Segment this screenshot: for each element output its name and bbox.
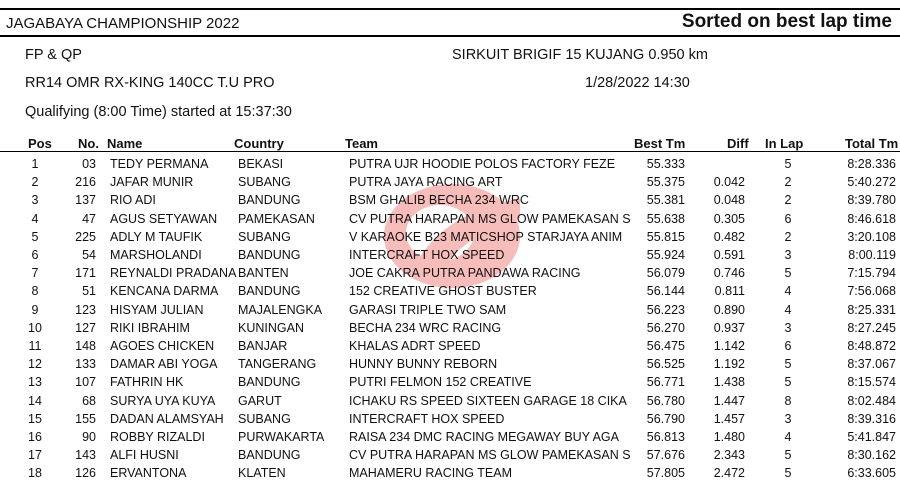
- column-header-pos: Pos: [28, 136, 52, 151]
- best-time-cell: 55.638: [646, 211, 685, 226]
- diff-cell: 0.746: [713, 266, 745, 281]
- column-header-team: Team: [345, 136, 378, 151]
- session-label: FP & QP: [25, 47, 82, 63]
- rider-name-cell: DAMAR ABI YOGA: [110, 357, 218, 372]
- total-time-cell: 8:25.331: [847, 302, 896, 317]
- qualifying-info: Qualifying (8:00 Time) started at 15:37:30: [25, 104, 292, 120]
- diff-cell: 0.482: [713, 229, 745, 244]
- rider-number-cell: 107: [75, 375, 96, 390]
- rider-name-cell: RIKI IBRAHIM: [110, 320, 190, 335]
- rider-number-cell: 123: [75, 302, 96, 317]
- country-cell: KLATEN: [238, 466, 286, 481]
- column-header-diff: Diff: [727, 136, 749, 151]
- position-cell: 10: [28, 320, 42, 335]
- position-cell: 18: [28, 466, 42, 481]
- rider-number-cell: 68: [82, 393, 96, 408]
- team-cell: PUTRI FELMON 152 CREATIVE: [349, 375, 532, 390]
- header-band-rule: [0, 35, 900, 37]
- rider-number-cell: 143: [75, 448, 96, 463]
- table-row: [0, 264, 900, 282]
- rider-name-cell: MARSHOLANDI: [110, 248, 202, 262]
- total-time-cell: 8:39.780: [847, 193, 896, 208]
- diff-cell: 1.438: [713, 375, 745, 390]
- country-cell: MAJALENGKA: [238, 302, 323, 317]
- team-cell: CV PUTRA HARAPAN MS GLOW PAMEKASAN S: [349, 211, 631, 226]
- best-time-cell: 56.525: [646, 357, 685, 372]
- rider-name-cell: JAFAR MUNIR: [110, 175, 194, 190]
- table-row: [0, 428, 900, 446]
- table-row: [0, 319, 900, 337]
- country-cell: GARUT: [238, 393, 282, 408]
- position-cell: 16: [28, 430, 42, 444]
- diff-cell: 1.142: [713, 339, 745, 353]
- team-cell: INTERCRAFT HOX SPEED: [349, 411, 505, 426]
- diff-cell: 1.457: [713, 411, 745, 426]
- position-cell: 8: [31, 284, 39, 299]
- table-header-rule: [0, 151, 900, 152]
- total-time-cell: 8:27.245: [847, 320, 896, 335]
- total-time-cell: 8:28.336: [847, 157, 896, 171]
- country-cell: BANDUNG: [238, 375, 301, 390]
- in-lap-cell: 5: [784, 375, 792, 390]
- in-lap-cell: 6: [784, 211, 792, 226]
- best-time-cell: 55.333: [646, 157, 685, 171]
- diff-cell: 0.811: [714, 284, 745, 299]
- rider-name-cell: AGOES CHICKEN: [110, 339, 215, 353]
- position-cell: 9: [31, 302, 39, 317]
- rider-name-cell: ERVANTONA: [110, 466, 187, 481]
- best-time-cell: 55.924: [646, 248, 685, 262]
- total-time-cell: 8:02.484: [847, 393, 896, 408]
- table-row: [0, 173, 900, 191]
- best-time-cell: 56.223: [646, 302, 685, 317]
- table-row: [0, 410, 900, 428]
- country-cell: BANDUNG: [238, 248, 301, 262]
- total-time-cell: 8:37.067: [847, 357, 896, 372]
- table-row: [0, 446, 900, 464]
- country-cell: BEKASI: [238, 157, 284, 171]
- table-row: [0, 246, 900, 264]
- column-header-inlap: In Lap: [765, 136, 804, 151]
- rider-number-cell: 171: [75, 266, 96, 281]
- rider-number-cell: 133: [75, 357, 96, 372]
- team-cell: JOE CAKRA PUTRA PANDAWA RACING: [349, 266, 581, 281]
- best-time-cell: 56.270: [646, 320, 685, 335]
- column-header-total: Total Tm: [845, 136, 899, 151]
- country-cell: SUBANG: [238, 175, 291, 190]
- in-lap-cell: 5: [784, 448, 792, 463]
- position-cell: 13: [28, 375, 42, 390]
- column-header-country: Country: [234, 136, 284, 151]
- rider-name-cell: AGUS SETYAWAN: [110, 211, 218, 226]
- diff-cell: 0.890: [713, 302, 745, 317]
- best-time-cell: 56.771: [646, 375, 685, 390]
- diff-cell: 0.305: [713, 211, 745, 226]
- column-header-best: Best Tm: [634, 136, 686, 151]
- column-header-no: No.: [78, 136, 99, 151]
- circuit-label: SIRKUIT BRIGIF 15 KUJANG 0.950 km: [452, 47, 708, 63]
- in-lap-cell: 4: [784, 430, 792, 444]
- total-time-cell: 7:15.794: [847, 266, 896, 281]
- position-cell: 6: [31, 248, 39, 262]
- team-cell: BSM GHALIB BECHA 234 WRC: [349, 193, 529, 208]
- in-lap-cell: 5: [784, 466, 792, 481]
- total-time-cell: 8:48.872: [847, 339, 896, 353]
- team-cell: RAISA 234 DMC RACING MEGAWAY BUY AGA: [349, 430, 619, 444]
- rider-name-cell: ROBBY RIZALDI: [110, 430, 205, 444]
- country-cell: BANDUNG: [238, 448, 301, 463]
- in-lap-cell: 4: [784, 284, 792, 299]
- in-lap-cell: 5: [784, 357, 792, 372]
- rider-number-cell: 90: [82, 430, 96, 444]
- table-row: [0, 337, 900, 355]
- team-cell: HUNNY BUNNY REBORN: [349, 357, 498, 372]
- diff-cell: 0.591: [713, 248, 745, 262]
- team-cell: BECHA 234 WRC RACING: [349, 320, 502, 335]
- best-time-cell: 55.815: [646, 229, 685, 244]
- best-time-cell: 56.780: [646, 393, 685, 408]
- total-time-cell: 5:40.272: [847, 175, 896, 190]
- team-cell: PUTRA UJR HOODIE POLOS FACTORY FEZE: [349, 157, 616, 171]
- rider-name-cell: SURYA UYA KUYA: [110, 393, 216, 408]
- position-cell: 2: [31, 175, 39, 190]
- diff-cell: 1.447: [713, 393, 745, 408]
- team-cell: 152 CREATIVE GHOST BUSTER: [349, 284, 537, 299]
- in-lap-cell: 2: [784, 175, 792, 190]
- position-cell: 4: [31, 211, 39, 226]
- total-time-cell: 8:30.162: [847, 448, 896, 463]
- country-cell: SUBANG: [238, 229, 291, 244]
- rider-name-cell: TEDY PERMANA: [110, 157, 209, 171]
- rider-number-cell: 126: [75, 466, 96, 481]
- total-time-cell: 8:15.574: [847, 375, 896, 390]
- total-time-cell: 5:41.847: [847, 430, 896, 444]
- in-lap-cell: 2: [784, 229, 792, 244]
- country-cell: SUBANG: [238, 411, 291, 426]
- team-cell: CV PUTRA HARAPAN MS GLOW PAMEKASAN S: [349, 448, 631, 463]
- diff-cell: 1.480: [713, 430, 745, 444]
- position-cell: 7: [31, 266, 39, 281]
- datetime-label: 1/28/2022 14:30: [585, 75, 690, 91]
- best-time-cell: 57.805: [646, 466, 685, 481]
- table-row: [0, 301, 900, 319]
- team-cell: PUTRA JAYA RACING ART: [349, 175, 503, 190]
- diff-cell: 0.937: [713, 320, 745, 335]
- position-cell: 12: [28, 357, 42, 372]
- rider-number-cell: 54: [82, 248, 96, 262]
- best-time-cell: 56.475: [646, 339, 685, 353]
- best-time-cell: 56.790: [646, 411, 685, 426]
- rider-number-cell: 225: [75, 229, 96, 244]
- best-time-cell: 55.375: [646, 175, 685, 190]
- country-cell: BANDUNG: [238, 193, 301, 208]
- diff-cell: 2.472: [713, 466, 745, 481]
- sort-label: Sorted on best lap time: [681, 11, 892, 32]
- table-row: [0, 392, 900, 410]
- rider-number-cell: 47: [82, 211, 96, 226]
- team-cell: ICHAKU RS SPEED SIXTEEN GARAGE 18 CIKA: [349, 393, 627, 408]
- rider-number-cell: 51: [82, 284, 96, 299]
- rider-name-cell: ADLY M TAUFIK: [110, 229, 203, 244]
- diff-cell: 0.048: [713, 193, 745, 208]
- rider-name-cell: HISYAM JULIAN: [110, 302, 204, 317]
- best-time-cell: 56.079: [646, 266, 685, 281]
- table-row: [0, 228, 900, 246]
- total-time-cell: 7:56.068: [847, 284, 896, 299]
- in-lap-cell: 5: [784, 266, 792, 281]
- rider-name-cell: DADAN ALAMSYAH: [110, 411, 224, 426]
- category-label: RR14 OMR RX-KING 140CC T.U PRO: [25, 75, 275, 91]
- in-lap-cell: 3: [784, 248, 792, 262]
- table-row: [0, 191, 900, 209]
- position-cell: 11: [28, 339, 42, 353]
- country-cell: KUNINGAN: [238, 320, 304, 335]
- in-lap-cell: 3: [784, 411, 792, 426]
- country-cell: BANTEN: [238, 266, 289, 281]
- total-time-cell: 8:00.119: [848, 248, 896, 262]
- team-cell: KHALAS ADRT SPEED: [349, 339, 481, 353]
- country-cell: PAMEKASAN: [238, 211, 315, 226]
- table-row: [0, 210, 900, 228]
- table-row: [0, 155, 900, 173]
- position-cell: 17: [28, 448, 42, 463]
- total-time-cell: 3:20.108: [847, 229, 896, 244]
- country-cell: PURWAKARTA: [238, 430, 325, 444]
- table-row: [0, 373, 900, 391]
- in-lap-cell: 5: [784, 157, 792, 171]
- position-cell: 3: [31, 193, 39, 208]
- best-time-cell: 56.144: [646, 284, 685, 299]
- in-lap-cell: 2: [784, 193, 792, 208]
- column-header-name: Name: [107, 136, 143, 151]
- rider-number-cell: 127: [75, 320, 96, 335]
- country-cell: BANJAR: [238, 339, 288, 353]
- team-cell: V KARAOKE B23 MATICSHOP STARJAYA ANIM: [349, 229, 623, 244]
- table-row: [0, 355, 900, 373]
- rider-number-cell: 148: [75, 339, 96, 353]
- position-cell: 5: [31, 229, 39, 244]
- total-time-cell: 6:33.605: [847, 466, 896, 481]
- position-cell: 15: [28, 411, 42, 426]
- rider-name-cell: RIO ADI: [110, 193, 156, 208]
- total-time-cell: 8:46.618: [847, 211, 896, 226]
- in-lap-cell: 6: [784, 339, 792, 353]
- team-cell: GARASI TRIPLE TWO SAM: [349, 302, 507, 317]
- team-cell: INTERCRAFT HOX SPEED: [349, 248, 505, 262]
- rider-name-cell: REYNALDI PRADANA: [110, 266, 237, 281]
- in-lap-cell: 8: [784, 393, 792, 408]
- diff-cell: 2.343: [713, 448, 745, 463]
- team-cell: MAHAMERU RACING TEAM: [349, 466, 512, 481]
- country-cell: BANDUNG: [238, 284, 301, 299]
- rider-number-cell: 216: [75, 175, 96, 190]
- total-time-cell: 8:39.316: [847, 411, 896, 426]
- best-time-cell: 57.676: [646, 448, 685, 463]
- best-time-cell: 55.381: [646, 193, 685, 208]
- position-cell: 14: [28, 393, 42, 408]
- top-rule: [0, 8, 900, 10]
- rider-number-cell: 155: [75, 411, 96, 426]
- rider-name-cell: FATHRIN HK: [110, 375, 184, 390]
- rider-number-cell: 137: [75, 193, 96, 208]
- table-row: [0, 282, 900, 300]
- rider-number-cell: 03: [82, 157, 96, 171]
- best-time-cell: 56.813: [646, 430, 685, 444]
- position-cell: 1: [31, 157, 39, 171]
- championship-title: JAGABAYA CHAMPIONSHIP 2022: [6, 15, 240, 32]
- rider-name-cell: ALFI HUSNI: [110, 448, 179, 463]
- diff-cell: 1.192: [713, 357, 745, 372]
- country-cell: TANGERANG: [238, 357, 317, 372]
- rider-name-cell: KENCANA DARMA: [110, 284, 219, 299]
- table-row: [0, 464, 900, 482]
- in-lap-cell: 4: [784, 302, 792, 317]
- in-lap-cell: 3: [784, 320, 792, 335]
- diff-cell: 0.042: [713, 175, 745, 190]
